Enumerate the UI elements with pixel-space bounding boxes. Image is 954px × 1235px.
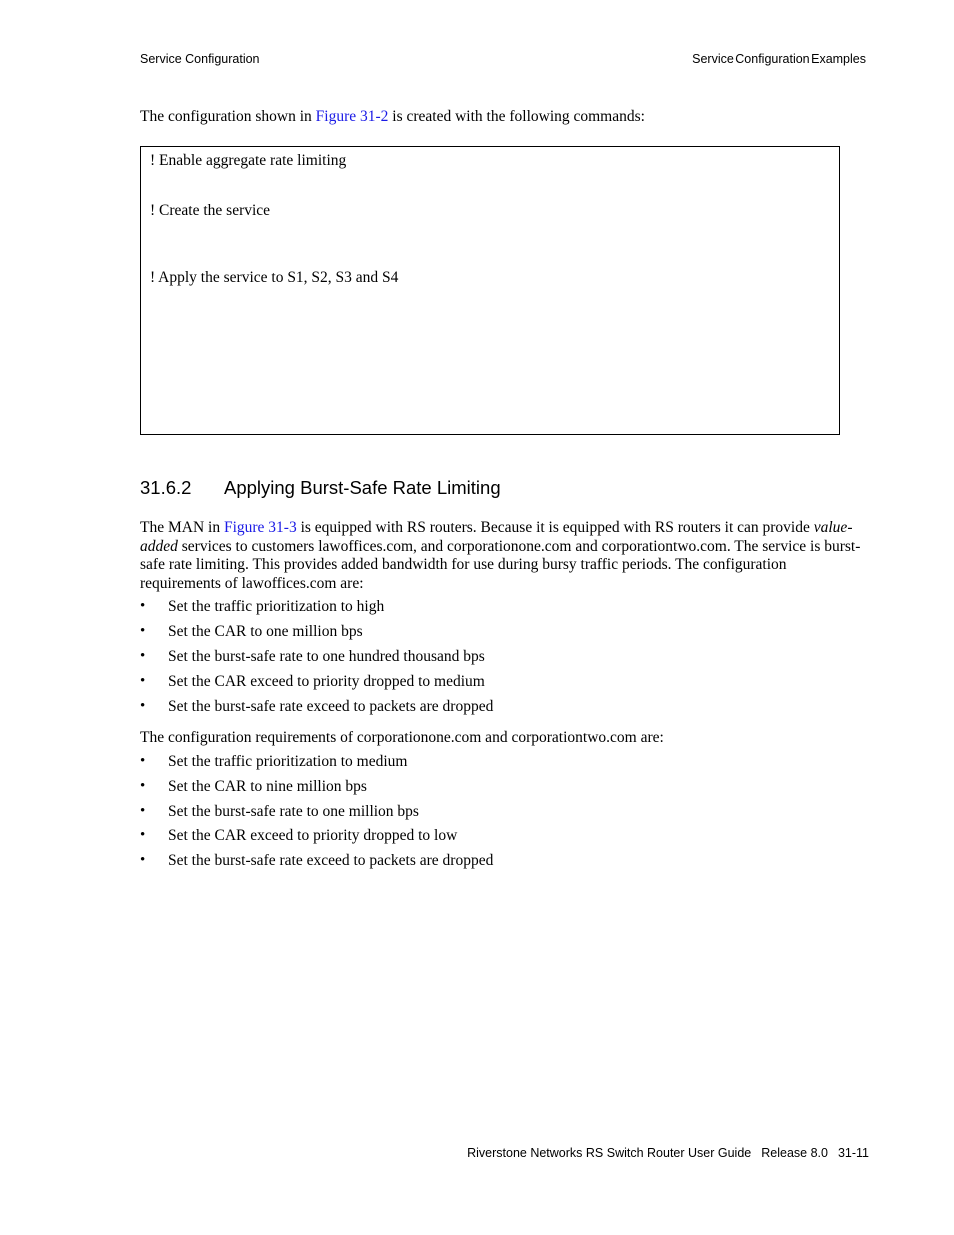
command-box: [140, 146, 840, 435]
corporation-requirements-list: [140, 753, 493, 877]
figure-31-3-link[interactable]: Figure 31-3: [223, 519, 297, 536]
paragraph1-text-1: The MAN in: [140, 519, 224, 536]
figure-31-2-link[interactable]: Figure 31-2: [315, 108, 389, 125]
list-item: [140, 803, 493, 828]
bullet-icon: •: [140, 648, 146, 664]
list-item: [140, 852, 493, 877]
bullet-icon: •: [140, 777, 146, 794]
bullet-icon: •: [140, 753, 146, 769]
paragraph-corporation-requirements: The configuration requirements of corporationone.com and corporationtwo.com are:: [140, 729, 664, 746]
bullet-icon: •: [140, 698, 146, 714]
paragraph1-text-3: services to customers lawoffices.com, and corporationone.com and corporationtwo.com. The service is burst-safe rate limiting. This provides added bandwidth for use during bursy traffic periods. The configuration requirements of lawoffices.com are:: [140, 537, 861, 593]
list-item-text: Set the burst-safe rate to one million bps: [168, 802, 419, 820]
list-item-text: Set the CAR to nine million bps: [168, 777, 367, 795]
list-item: [140, 598, 493, 623]
bullet-icon: •: [140, 673, 146, 689]
command-comment-enable: ! Enable aggregate rate limiting: [150, 152, 347, 169]
list-item: [140, 673, 493, 698]
section-title: Applying Burst-Safe Rate Limiting: [224, 477, 501, 498]
paragraph1-text-2: is equipped with RS routers. Because it is equipped with RS routers it can provide: [296, 519, 814, 536]
list-item: [140, 778, 493, 803]
intro-text: [140, 107, 645, 126]
command-comment-apply: ! Apply the service to S1, S2, S3 and S4: [150, 269, 399, 286]
bullet-icon: •: [140, 827, 146, 844]
lawoffices-requirements-list: [140, 598, 493, 723]
bullet-icon: •: [140, 802, 146, 819]
bullet-icon: •: [140, 598, 146, 614]
running-header-right: Service Configuration Examples: [692, 52, 866, 66]
list-item-text: Set the burst-safe rate to one hundred thousand bps: [168, 648, 485, 665]
bullet-icon: •: [140, 852, 146, 869]
command-comment-create: ! Create the service: [150, 202, 271, 219]
list-item: [140, 753, 493, 778]
list-item-text: Set the burst-safe rate exceed to packets are dropped: [168, 698, 494, 715]
list-item-text: Set the CAR to one million bps: [168, 623, 363, 640]
running-header-left: Service Configuration: [140, 52, 260, 66]
intro-text-after: is created with the following commands:: [388, 108, 645, 125]
list-item-text: Set the CAR exceed to priority dropped to medium: [168, 673, 485, 690]
list-item-text: Set the CAR exceed to priority dropped to low: [168, 827, 458, 845]
footer-page-number: 31-11: [837, 1146, 869, 1160]
list-item: [140, 827, 493, 852]
paragraph-man-description: [140, 519, 870, 594]
list-item-text: Set the traffic prioritization to medium: [168, 753, 408, 770]
paragraph1-italic: value-added: [140, 519, 853, 555]
footer-guide-title: Riverstone Networks RS Switch Router User Guide: [467, 1146, 752, 1160]
list-item: [140, 698, 493, 723]
list-item-text: Set the burst-safe rate exceed to packets are dropped: [168, 852, 494, 870]
page-footer: [467, 1146, 869, 1160]
list-item: [140, 648, 493, 673]
footer-release: Release 8.0: [761, 1146, 828, 1160]
section-heading: [140, 477, 501, 499]
intro-text-before: The configuration shown in: [140, 108, 316, 125]
section-number: 31.6.2: [140, 477, 192, 498]
bullet-icon: •: [140, 623, 146, 639]
list-item-text: Set the traffic prioritization to high: [168, 598, 385, 615]
list-item: [140, 623, 493, 648]
